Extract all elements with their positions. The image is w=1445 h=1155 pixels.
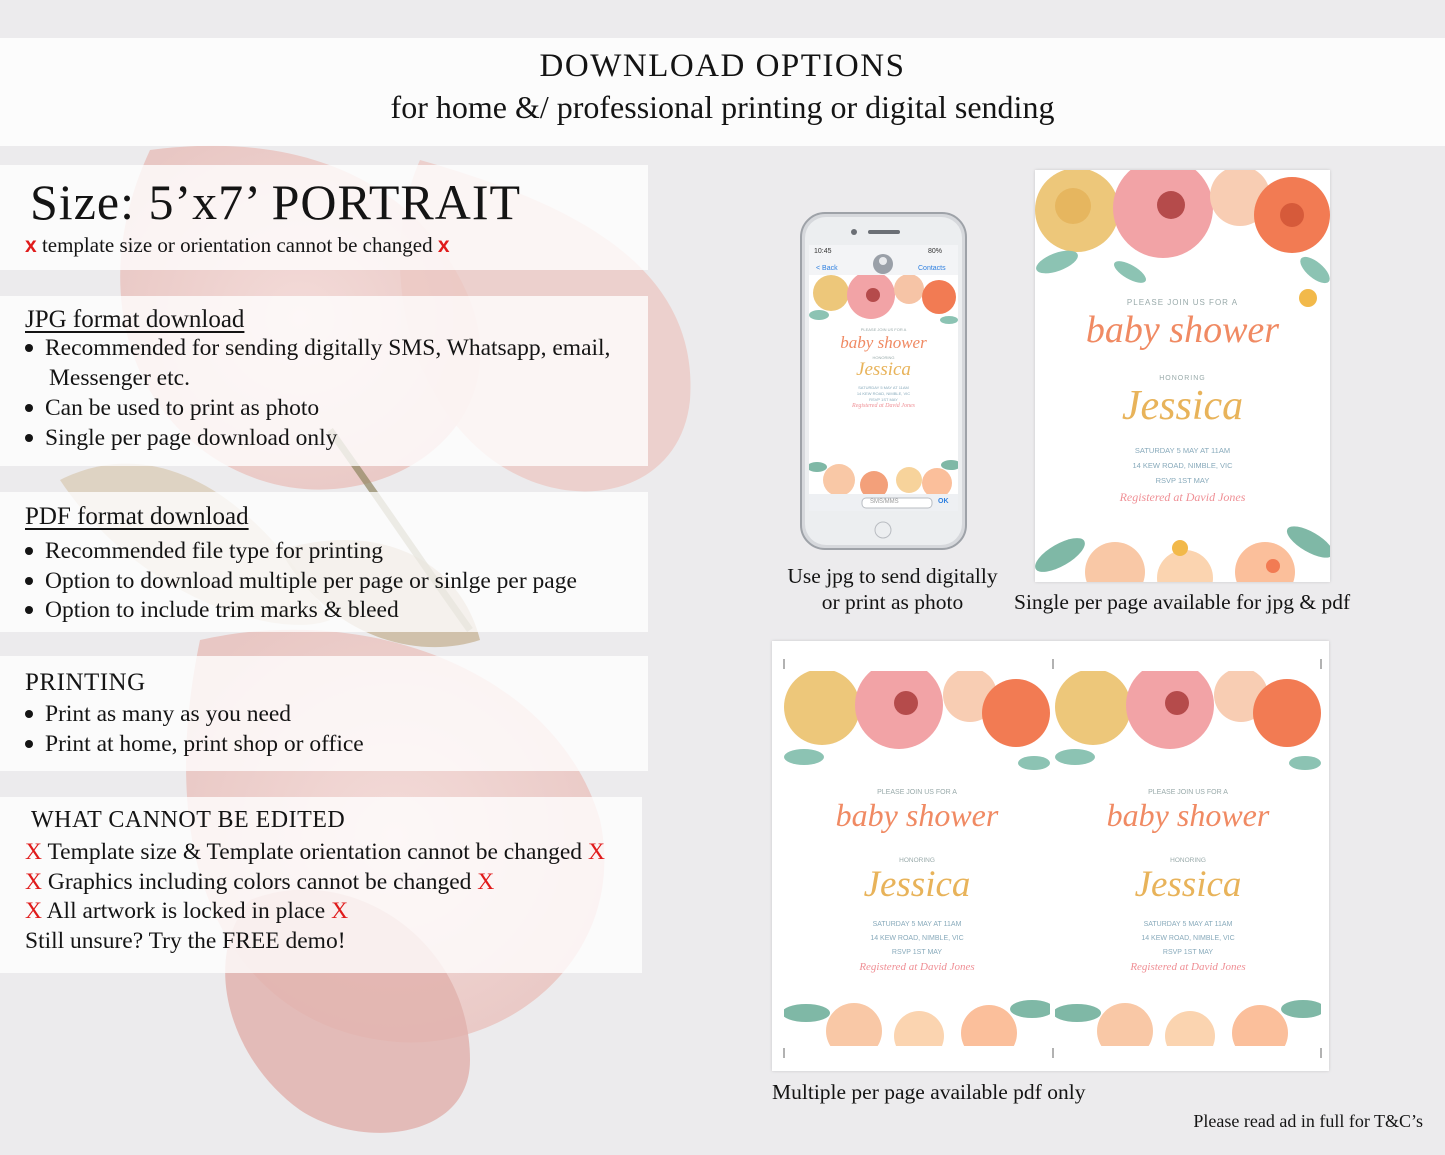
page-title: DOWNLOAD OPTIONS (539, 48, 906, 84)
jpg-panel (0, 296, 648, 466)
invite-name: Jessica (856, 359, 911, 380)
invite-rsvp-name: Registered at David Jones (859, 961, 975, 973)
bullet-icon (25, 577, 33, 585)
invite-honoring: HONORING (899, 857, 935, 864)
list-item: Print at home, print shop or office (25, 731, 364, 758)
invite-detail: RSVP 1ST MAY (891, 949, 943, 956)
page-subtitle: for home &/ professional printing or digital sending (390, 89, 1055, 125)
invite-name: Jessica (1121, 383, 1244, 429)
bullet-icon (25, 547, 33, 555)
invite-detail: RSVP 1ST MAY (1155, 476, 1210, 485)
invite-detail: 14 KEW ROAD, NIMBLE, VIC (870, 935, 964, 942)
invite-honoring: HONORING (1170, 857, 1206, 864)
phone-battery: 80% (928, 248, 943, 255)
x-mark-icon: X (25, 898, 42, 924)
printing-panel (0, 656, 648, 771)
list-item: Print as many as you need (25, 701, 291, 728)
invite-detail: SATURDAY 5 MAY AT 11AM (1134, 446, 1231, 455)
list-item: Recommended file type for printing (25, 538, 383, 565)
bullet-icon (25, 710, 33, 718)
invite-detail: RSVP 1ST MAY (869, 397, 898, 402)
jpg-section-title: JPG format download (25, 306, 245, 333)
invite-detail: SATURDAY 5 MAY AT 11AM (1143, 921, 1233, 928)
invite-intro: PLEASE JOIN US FOR A (1126, 298, 1239, 307)
invite-name: Jessica (1134, 864, 1242, 905)
trim-marks (772, 641, 1329, 1071)
list-item: Recommended for sending digitally SMS, Whatsapp, email, (25, 335, 610, 362)
invite-script-title: baby shower (835, 797, 999, 833)
invite-rsvp-name: Registered at David Jones (852, 403, 915, 409)
invite-detail: SATURDAY 5 MAY AT 11AM (858, 385, 909, 390)
pdf-section-title: PDF format download (25, 503, 249, 530)
x-mark-icon: X (25, 839, 42, 865)
phone-back-button[interactable]: < Back (816, 265, 838, 272)
phone-contacts-button[interactable]: Contacts (918, 265, 946, 272)
x-mark-icon: x (437, 234, 450, 257)
invite-script-title: baby shower (840, 333, 927, 352)
list-item: Option to include trim marks & bleed (25, 597, 399, 624)
list-item: X Graphics including colors cannot be changed X (25, 869, 495, 895)
bullet-icon (25, 344, 33, 352)
phone-send-button[interactable]: OK (938, 498, 949, 505)
bullet-icon (25, 606, 33, 614)
phone-invite-preview (809, 275, 958, 494)
invite-detail: 14 KEW ROAD, NIMBLE, VIC (1141, 935, 1235, 942)
invite-rsvp-name: Registered at David Jones (1119, 490, 1246, 504)
x-mark-icon: x (25, 234, 37, 257)
header-banner (0, 38, 1445, 146)
invite-detail: 14 KEW ROAD, NIMBLE, VIC (1132, 461, 1233, 470)
x-mark-icon: X (587, 839, 605, 865)
closing-text: Still unsure? Try the FREE demo! (25, 928, 346, 954)
invite-honoring: HONORING (872, 355, 895, 360)
multiple-caption: Multiple per page available pdf only (772, 1080, 1086, 1104)
size-note: x template size or orientation cannot be changed x (25, 233, 450, 257)
cannot-edit-title: WHAT CANNOT BE EDITED (31, 807, 346, 833)
invite-detail: RSVP 1ST MAY (1162, 949, 1214, 956)
single-invite-preview (1035, 170, 1330, 582)
multiple-per-page-sheet (772, 641, 1329, 1071)
phone-message-input[interactable]: SMS/MMS (870, 499, 899, 505)
phone-mockup (800, 212, 967, 550)
bullet-icon (25, 740, 33, 748)
printing-section-title: PRINTING (25, 669, 146, 696)
invite-intro: PLEASE JOIN US FOR A (1148, 789, 1228, 796)
invite-intro: PLEASE JOIN US FOR A (860, 327, 907, 332)
phone-caption: Use jpg to send digitally or print as photo (787, 564, 998, 614)
invite-detail: SATURDAY 5 MAY AT 11AM (872, 921, 962, 928)
list-item: Can be used to print as photo (25, 395, 319, 422)
invite-detail: 14 KEW ROAD, NIMBLE, VIC (856, 391, 911, 396)
phone-time: 10:45 (814, 248, 832, 255)
x-mark-icon: X (25, 869, 42, 895)
invite-rsvp-name: Registered at David Jones (1130, 961, 1246, 973)
invite-script-title: baby shower (1106, 797, 1270, 833)
list-item: X Template size & Template orientation cannot be changed X (25, 839, 605, 865)
list-item: X All artwork is locked in place X (25, 898, 349, 924)
list-item-continuation: Messenger etc. (49, 365, 190, 391)
x-mark-icon: X (331, 898, 349, 924)
bullet-icon (25, 404, 33, 412)
bullet-icon (25, 434, 33, 442)
list-item: Option to download multiple per page or sinlge per page (25, 568, 577, 595)
invite-script-title: baby shower (1085, 309, 1280, 351)
x-mark-icon: X (477, 869, 495, 895)
invite-name: Jessica (863, 864, 971, 905)
single-caption: Single per page available for jpg & pdf (1014, 590, 1351, 614)
size-panel (0, 165, 648, 270)
pdf-panel (0, 492, 648, 632)
footer-note: Please read ad in full for T&C’s (1193, 1111, 1423, 1131)
size-title: Size: 5’x7’ PORTRAIT (30, 174, 522, 230)
invite-intro: PLEASE JOIN US FOR A (877, 789, 957, 796)
list-item: Single per page download only (25, 425, 337, 452)
invite-honoring: HONORING (1159, 375, 1206, 382)
cannot-edit-panel (0, 797, 642, 973)
